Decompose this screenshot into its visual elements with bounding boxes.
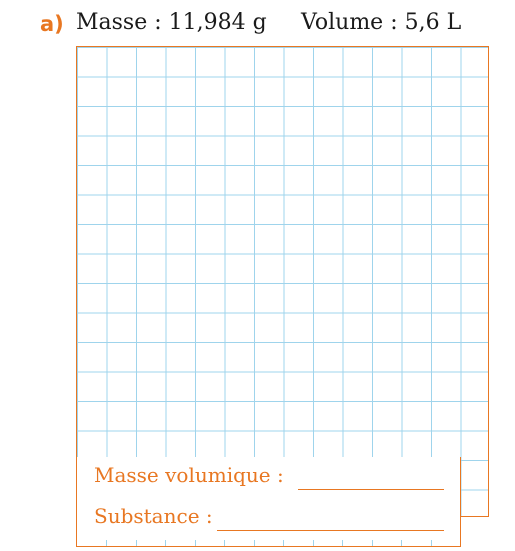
grid-tick bbox=[136, 540, 137, 546]
given-mass: Masse : 11,984 g bbox=[76, 10, 267, 35]
answer-panel bbox=[76, 457, 461, 547]
grid-tick bbox=[401, 540, 402, 546]
masse-volumique-answer-line[interactable] bbox=[298, 489, 444, 490]
exercise-label: a) bbox=[40, 12, 64, 36]
grid-tick bbox=[313, 540, 314, 546]
grid-work-area[interactable] bbox=[76, 46, 489, 517]
masse-volumique-label: Masse volumique : bbox=[94, 463, 284, 487]
substance-answer-line[interactable] bbox=[217, 530, 444, 531]
grid-tick bbox=[224, 540, 225, 546]
grid-tick bbox=[254, 540, 255, 546]
grid-tick bbox=[283, 540, 284, 546]
exercise-header bbox=[0, 8, 515, 40]
grid-tick bbox=[106, 540, 107, 546]
grid-tick bbox=[372, 540, 373, 546]
grid-tick bbox=[342, 540, 343, 546]
grid-tick bbox=[431, 540, 432, 546]
given-volume: Volume : 5,6 L bbox=[301, 10, 462, 35]
grid-tick bbox=[165, 540, 166, 546]
substance-label: Substance : bbox=[94, 504, 213, 528]
grid-tick bbox=[195, 540, 196, 546]
